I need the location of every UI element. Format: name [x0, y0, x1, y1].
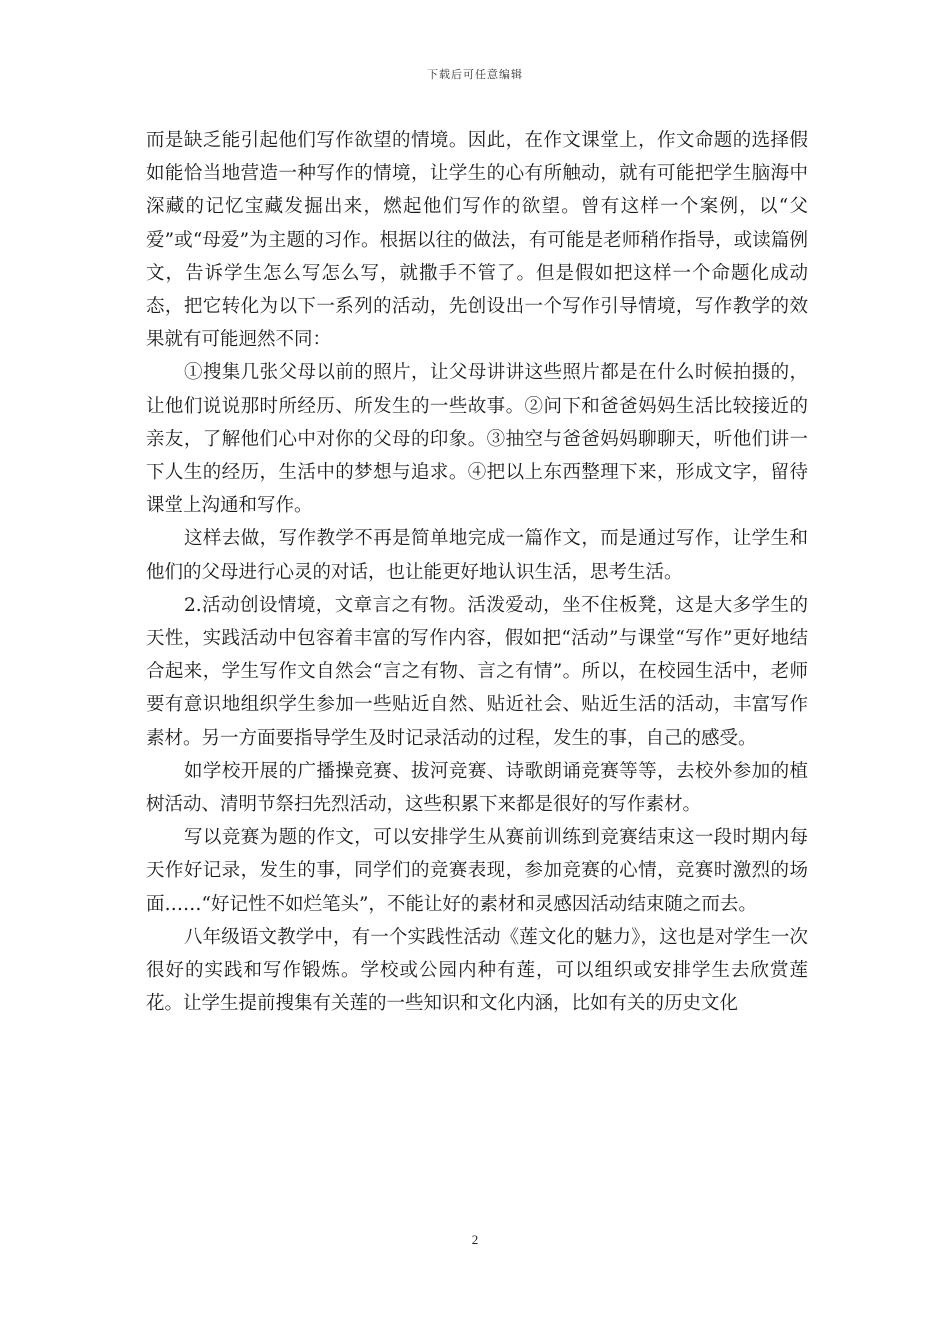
- paragraph-3: 这样去做，写作教学不再是简单地完成一篇作文，而是通过写作，让学生和他们的父母进行心灵的对话，也让能更好地认识生活，思考生活。: [146, 528, 808, 583]
- paragraph-5: 如学校开展的广播操竞赛、拔河竞赛、诗歌朗诵竞赛等等，去校外参加的植树活动、清明节祭扫先烈活动，这些积累下来都是很好的写作素材。: [146, 760, 808, 816]
- paragraph-7: 八年级语文教学中，有一个实践性活动《莲文化的魅力》，这也是对学生一次很好的实践和写作锻炼。学校或公园内种有莲，可以组织或安排学生去欣赏莲花。让学生提前搜集有关莲的一些知识和文化内涵，比如有关的历史文化: [146, 926, 808, 1015]
- document-body: [146, 124, 808, 1020]
- paragraph-1: 而是缺乏能引起他们写作欲望的情境。因此，在作文课堂上，作文命题的选择假如能恰当地营造一种写作的情境，让学生的心有所触动，就有可能把学生脑海中深藏的记忆宝藏发掘出来，燃起他们写作的欲望。曾有这样一个案例，以“父爱”或“母爱”为主题的习作。根据以往的做法，有可能是老师稍作指导，或读篇例文，告诉学生怎么写怎么写，就撒手不管了。但是假如把这样一个命题化成动态，把它转化为以下一系列的活动，先创设出一个写作引导情境，写作教学的效果就有可能迥然不同：: [146, 130, 808, 351]
- page-number: 2: [471, 1232, 479, 1247]
- paragraph-4: 2.活动创设情境，文章言之有物。活泼爱动，坐不住板凳，这是大多学生的天性，实践活动中包容着丰富的写作内容，假如把“活动”与课堂“写作”更好地结合起来，学生写作文自然会“言之有物、言之有情”。所以，在校园生活中，老师要有意识地组织学生参加一些贴近自然、贴近社会、贴近生活的活动，丰富写作素材。另一方面要指导学生及时记录活动的过程，发生的事，自己的感受。: [146, 594, 808, 749]
- page-header: 下载后可任意编辑: [427, 68, 523, 81]
- paragraph-6: 写以竞赛为题的作文，可以安排学生从赛前训练到竞赛结束这一段时期内每天作好记录，发生的事，同学们的竞赛表现，参加竞赛的心情，竞赛时激烈的场面……“好记性不如烂笔头”，不能让好的素材和灵感因活动结束随之而去。: [146, 827, 808, 915]
- paragraph-2: ①搜集几张父母以前的照片，让父母讲讲这些照片都是在什么时候拍摄的，让他们说说那时所经历、所发生的一些故事。②问下和爸爸妈妈生活比较接近的亲友，了解他们心中对你的父母的印象。③抽空与爸爸妈妈聊聊天，听他们讲一下人生的经历，生活中的梦想与追求。④把以上东西整理下来，形成文字，留待课堂上沟通和写作。: [146, 362, 808, 517]
